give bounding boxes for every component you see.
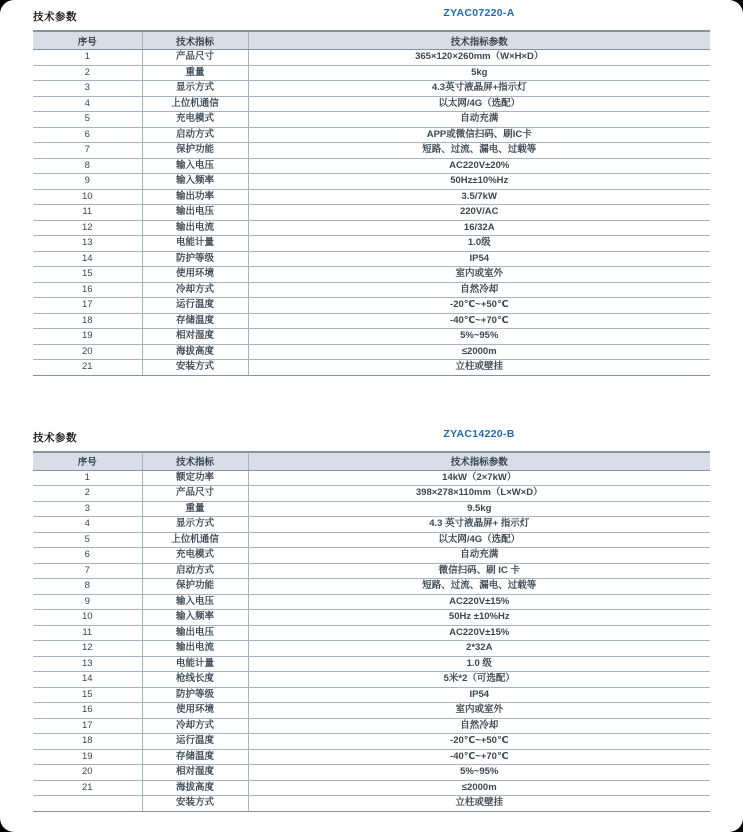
table-row <box>33 594 710 610</box>
row-number: 21 <box>33 360 142 376</box>
model-code: ZYAC07220-A <box>443 7 515 19</box>
table-row <box>33 189 710 205</box>
table-row <box>33 734 710 750</box>
indicator-name: 上位机通信 <box>142 96 248 112</box>
table-row <box>33 501 710 517</box>
parameter-value: ≤2000m <box>248 780 710 796</box>
table-row <box>33 344 710 360</box>
row-number: 13 <box>33 656 142 672</box>
table-row <box>33 205 710 221</box>
row-number: 8 <box>33 579 142 595</box>
indicator-name: 输出电流 <box>142 641 248 657</box>
table-header <box>33 452 710 471</box>
parameter-value: 2*32A <box>248 641 710 657</box>
table-row <box>33 703 710 719</box>
table-row <box>33 641 710 657</box>
row-number: 4 <box>33 96 142 112</box>
table-row <box>33 251 710 267</box>
section-zyac14220-b <box>33 428 710 812</box>
table-row <box>33 625 710 641</box>
table-row <box>33 81 710 97</box>
header-row <box>33 452 710 471</box>
row-number: 2 <box>33 65 142 81</box>
parameter-value: 立柱或壁挂 <box>248 360 710 376</box>
indicator-name: 冷却方式 <box>142 718 248 734</box>
indicator-name: 安装方式 <box>142 796 248 812</box>
indicator-name: 显示方式 <box>142 81 248 97</box>
indicator-name: 安装方式 <box>142 360 248 376</box>
indicator-name: 相对湿度 <box>142 765 248 781</box>
row-number <box>33 796 142 812</box>
parameter-value: APP或微信扫码、刷IC卡 <box>248 127 710 143</box>
indicator-name: 输入电压 <box>142 594 248 610</box>
parameter-value: -40℃~+70℃ <box>248 749 710 765</box>
indicator-name: 产品尺寸 <box>142 50 248 66</box>
indicator-name: 电能计量 <box>142 236 248 252</box>
indicator-name: 充电模式 <box>142 548 248 564</box>
parameter-value: 5米*2（可选配） <box>248 672 710 688</box>
parameter-value: 自然冷却 <box>248 282 710 298</box>
row-number: 8 <box>33 158 142 174</box>
parameter-value: 以太网/4G（选配） <box>248 96 710 112</box>
indicator-name: 重量 <box>142 65 248 81</box>
row-number: 6 <box>33 127 142 143</box>
indicator-name: 冷却方式 <box>142 282 248 298</box>
table-row <box>33 579 710 595</box>
parameter-value: 365×120×260mm（W×H×D） <box>248 50 710 66</box>
parameter-value: 短路、过流、漏电、过载等 <box>248 143 710 159</box>
table-row <box>33 65 710 81</box>
section-label: 技术参数 <box>33 431 77 444</box>
row-number: 18 <box>33 734 142 750</box>
indicator-name: 防护等级 <box>142 251 248 267</box>
spec-table-1 <box>33 30 710 376</box>
indicator-name: 输入频率 <box>142 610 248 626</box>
row-number: 15 <box>33 687 142 703</box>
table-row <box>33 329 710 345</box>
indicator-name: 海拔高度 <box>142 780 248 796</box>
parameter-value: 4.3 英寸液晶屏+ 指示灯 <box>248 517 710 533</box>
row-number: 21 <box>33 780 142 796</box>
table-row <box>33 143 710 159</box>
table-header <box>33 31 710 50</box>
parameter-value: IP54 <box>248 251 710 267</box>
indicator-name: 相对湿度 <box>142 329 248 345</box>
row-number: 16 <box>33 703 142 719</box>
parameter-value: AC220V±15% <box>248 594 710 610</box>
parameter-value: 短路、过流、漏电、过载等 <box>248 579 710 595</box>
indicator-name: 运行温度 <box>142 298 248 314</box>
row-number: 1 <box>33 470 142 486</box>
table-row <box>33 656 710 672</box>
column-header-index: 序号 <box>33 31 142 50</box>
parameter-value: 自然冷却 <box>248 718 710 734</box>
indicator-name: 启动方式 <box>142 563 248 579</box>
parameter-value: 16/32A <box>248 220 710 236</box>
row-number: 9 <box>33 594 142 610</box>
table-row <box>33 470 710 486</box>
row-number: 18 <box>33 313 142 329</box>
row-number: 17 <box>33 298 142 314</box>
parameter-value: 3.5/7kW <box>248 189 710 205</box>
indicator-name: 电能计量 <box>142 656 248 672</box>
indicator-name: 重量 <box>142 501 248 517</box>
parameter-value: 9.5kg <box>248 501 710 517</box>
parameter-value: 微信扫码、刷 IC 卡 <box>248 563 710 579</box>
table-row <box>33 532 710 548</box>
parameter-value: 14kW（2×7kW） <box>248 470 710 486</box>
column-header-index: 序号 <box>33 452 142 471</box>
section-zyac07220-a <box>33 7 710 376</box>
indicator-name: 存储温度 <box>142 749 248 765</box>
table-row <box>33 517 710 533</box>
row-number: 3 <box>33 501 142 517</box>
indicator-name: 产品尺寸 <box>142 486 248 502</box>
table-row <box>33 50 710 66</box>
parameter-value: 398×278×110mm（L×W×D） <box>248 486 710 502</box>
parameter-value: ≤2000m <box>248 344 710 360</box>
table-row <box>33 298 710 314</box>
table-row <box>33 796 710 812</box>
row-number: 15 <box>33 267 142 283</box>
indicator-name: 输出电压 <box>142 205 248 221</box>
table-row <box>33 780 710 796</box>
indicator-name: 保护功能 <box>142 579 248 595</box>
row-number: 1 <box>33 50 142 66</box>
table-row <box>33 96 710 112</box>
table-row <box>33 548 710 564</box>
indicator-name: 防护等级 <box>142 687 248 703</box>
parameter-value: 以太网/4G（选配） <box>248 532 710 548</box>
table-row <box>33 563 710 579</box>
row-number: 11 <box>33 625 142 641</box>
indicator-name: 显示方式 <box>142 517 248 533</box>
parameter-value: IP54 <box>248 687 710 703</box>
indicator-name: 运行温度 <box>142 734 248 750</box>
parameter-value: 自动充满 <box>248 112 710 128</box>
row-number: 5 <box>33 532 142 548</box>
parameter-value: -20℃~+50℃ <box>248 734 710 750</box>
row-number: 7 <box>33 563 142 579</box>
row-number: 10 <box>33 189 142 205</box>
indicator-name: 存储温度 <box>142 313 248 329</box>
column-header-parameter: 技术指标参数 <box>248 452 710 471</box>
row-number: 12 <box>33 641 142 657</box>
parameter-value: 室内或室外 <box>248 703 710 719</box>
table-row <box>33 220 710 236</box>
header-row <box>33 31 710 50</box>
parameter-value: AC220V±15% <box>248 625 710 641</box>
row-number: 9 <box>33 174 142 190</box>
spec-table-2 <box>33 451 710 812</box>
indicator-name: 海拔高度 <box>142 344 248 360</box>
table-row <box>33 112 710 128</box>
row-number: 12 <box>33 220 142 236</box>
parameter-value: 50Hz±10%Hz <box>248 174 710 190</box>
row-number: 3 <box>33 81 142 97</box>
row-number: 19 <box>33 329 142 345</box>
row-number: 2 <box>33 486 142 502</box>
table-body <box>33 50 710 376</box>
row-number: 14 <box>33 251 142 267</box>
row-number: 10 <box>33 610 142 626</box>
model-code: ZYAC14220-B <box>443 427 515 440</box>
parameter-value: AC220V±20% <box>248 158 710 174</box>
indicator-name: 保护功能 <box>142 143 248 159</box>
parameter-value: 50Hz ±10%Hz <box>248 610 710 626</box>
section-title-row <box>33 428 710 442</box>
indicator-name: 输入电压 <box>142 158 248 174</box>
table-row <box>33 672 710 688</box>
parameter-value: 5%~95% <box>248 765 710 781</box>
table-row <box>33 313 710 329</box>
table-row <box>33 765 710 781</box>
table-row <box>33 174 710 190</box>
indicator-name: 上位机通信 <box>142 532 248 548</box>
indicator-name: 启动方式 <box>142 127 248 143</box>
parameter-value: 220V/AC <box>248 205 710 221</box>
table-row <box>33 610 710 626</box>
parameter-value: 1.0 级 <box>248 656 710 672</box>
table-row <box>33 158 710 174</box>
column-header-parameter: 技术指标参数 <box>248 31 710 50</box>
column-header-indicator: 技术指标 <box>142 452 248 471</box>
row-number: 13 <box>33 236 142 252</box>
row-number: 11 <box>33 205 142 221</box>
row-number: 5 <box>33 112 142 128</box>
indicator-name: 使用环境 <box>142 267 248 283</box>
row-number: 20 <box>33 765 142 781</box>
parameter-value: 室内或室外 <box>248 267 710 283</box>
section-label: 技术参数 <box>33 11 77 23</box>
row-number: 20 <box>33 344 142 360</box>
parameter-value: 5%~95% <box>248 329 710 345</box>
indicator-name: 额定功率 <box>142 470 248 486</box>
table-row <box>33 687 710 703</box>
table-body <box>33 470 710 811</box>
indicator-name: 输出电压 <box>142 625 248 641</box>
table-row <box>33 360 710 376</box>
indicator-name: 充电模式 <box>142 112 248 128</box>
parameter-value: 立柱或壁挂 <box>248 796 710 812</box>
column-header-indicator: 技术指标 <box>142 31 248 50</box>
indicator-name: 输出功率 <box>142 189 248 205</box>
parameter-value: -40℃~+70℃ <box>248 313 710 329</box>
table-row <box>33 718 710 734</box>
parameter-value: -20℃~+50℃ <box>248 298 710 314</box>
indicator-name: 枪线长度 <box>142 672 248 688</box>
row-number: 14 <box>33 672 142 688</box>
row-number: 16 <box>33 282 142 298</box>
row-number: 7 <box>33 143 142 159</box>
section-title-row <box>33 7 710 21</box>
table-row <box>33 267 710 283</box>
table-row <box>33 282 710 298</box>
row-number: 6 <box>33 548 142 564</box>
table-row <box>33 236 710 252</box>
indicator-name: 输入频率 <box>142 174 248 190</box>
row-number: 4 <box>33 517 142 533</box>
parameter-value: 5kg <box>248 65 710 81</box>
row-number: 19 <box>33 749 142 765</box>
parameter-value: 1.0级 <box>248 236 710 252</box>
parameter-value: 4.3英寸液晶屏+指示灯 <box>248 81 710 97</box>
table-row <box>33 749 710 765</box>
table-row <box>33 127 710 143</box>
row-number: 17 <box>33 718 142 734</box>
indicator-name: 输出电流 <box>142 220 248 236</box>
indicator-name: 使用环境 <box>142 703 248 719</box>
table-row <box>33 486 710 502</box>
parameter-value: 自动充满 <box>248 548 710 564</box>
